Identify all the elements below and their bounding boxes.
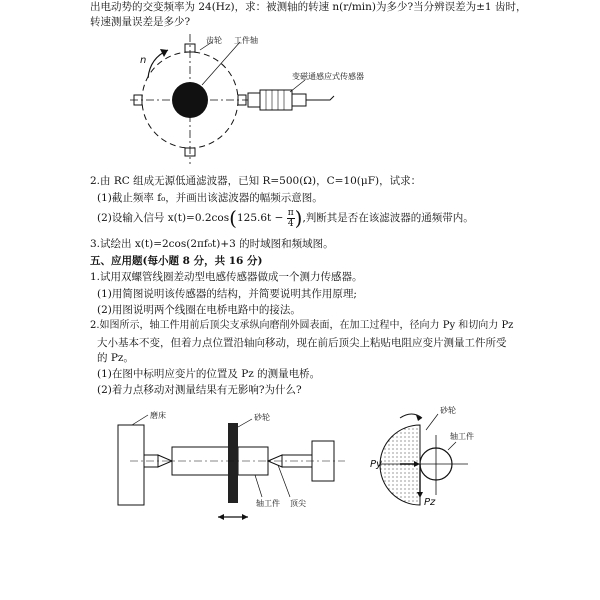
sensor-tip	[248, 93, 260, 107]
a2-line-5: (2)着力点移动对测量结果有无影响?为什么?	[97, 384, 302, 396]
fraction-denominator: 4	[287, 218, 294, 229]
force-wheel-label: 砂轮	[440, 406, 456, 415]
work-shaft	[172, 82, 208, 118]
a2-line-2: 大小基本不变，但着力点位置沿轴向移动，现在前后顶尖上粘贴电阻应变片测量工件所受	[97, 337, 507, 349]
q1-line-1: 出电动势的交变频率为 24(Hz)，求：被测轴的转速 n(r/min)为多少?当分辨误差为±1 齿时，	[90, 1, 527, 13]
work-shaft-label: 工件轴	[234, 36, 258, 45]
grinding-wheel-label: 砂轮	[254, 413, 270, 422]
a1-line-2: (1)用简图说明该传感器的结构，并简要说明其作用原理;	[97, 288, 357, 300]
shaft-leader-line	[202, 42, 240, 85]
q2-line-1: 2.由 RC 组成无源低通滤波器，已知 R=500(Ω)，C=10(μF)，试求：	[90, 175, 422, 187]
q1-line-2: 转速测量误差是多少?	[90, 16, 191, 28]
section-5-title: 五、应用题(每小题 8 分，共 16 分)	[90, 255, 263, 267]
sensor-label: 变磁通感应式传感器	[292, 72, 364, 81]
pz-label: Pz	[424, 497, 436, 508]
sensor-connector	[292, 94, 306, 106]
grinder-bed-left	[118, 425, 144, 505]
grinding-setup-diagram	[110, 405, 360, 530]
fraction-numerator: π	[287, 207, 294, 218]
a1-line-3: (2)用图说明两个线圈在电桥电路中的接法。	[97, 304, 301, 316]
a1-line-1: 1.试用双螺管线圈差动型电感传感器做成一个测力传感器。	[90, 271, 363, 283]
q2-line-3-arg: 125.6t −	[236, 212, 284, 224]
force-diagram-figure	[360, 400, 490, 520]
q2-line-2: (1)截止频率 f₀，并画出该滤波器的幅频示意图。	[97, 192, 323, 204]
q2-line-3	[97, 204, 474, 232]
gear-label: 齿轮	[206, 36, 222, 45]
a2-line-4: (1)在图中标明应变片的位置及 Pz 的测量电桥。	[97, 368, 321, 380]
sensor-body	[260, 90, 292, 110]
rotation-n-label: n	[140, 55, 147, 66]
a2-line-3: 的 Pz。	[97, 352, 134, 364]
grinder-bed-label: 磨床	[150, 411, 166, 420]
sensor-cable	[306, 96, 334, 100]
force-workpiece-label: 轴工件	[450, 432, 474, 441]
q3-line-1: 3.试绘出 x(t)=2cos(2πf₀t)+3 的时域图和频域图。	[90, 238, 334, 250]
left-paren: (	[229, 206, 237, 230]
a2-line-1: 2.如图所示，轴工件用前后顶尖支承纵向磨削外圆表面，在加工过程中，径向力 Py 和切向力 Pz	[90, 320, 514, 331]
py-label: Py	[370, 459, 382, 470]
right-paren: )	[294, 206, 303, 230]
gear-sensor-diagram	[130, 30, 490, 165]
grinding-setup-figure	[110, 405, 360, 530]
grinding-wheel	[228, 423, 238, 503]
q2-line-3-post: ,判断其是否在该滤波器的通频带内。	[302, 212, 474, 224]
workpiece-label: 轴工件	[256, 499, 280, 508]
gear-sensor-figure	[130, 30, 490, 165]
rotation-arrowhead-icon	[160, 49, 168, 57]
pi-over-4-fraction	[287, 208, 295, 229]
center-label: 顶尖	[290, 499, 306, 508]
q2-line-3-pre: (2)设输入信号 x(t)=0.2cos	[97, 212, 230, 224]
